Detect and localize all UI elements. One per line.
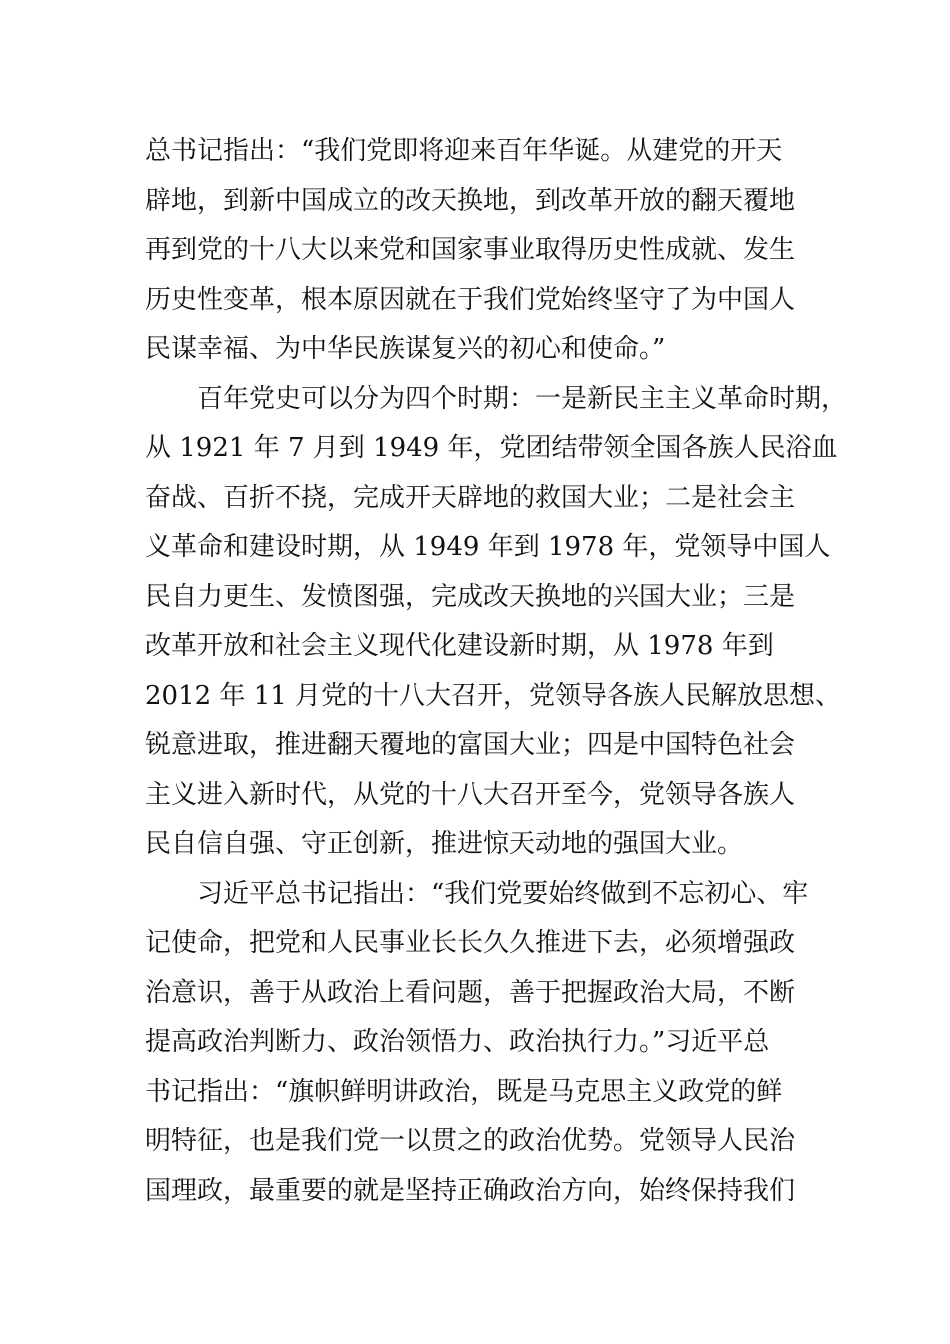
text-line: 历史性变革，根本原因就在于我们党始终坚守了为中国人 xyxy=(145,284,796,315)
text-line: 锐意进取，推进翻天覆地的富国大业；四是中国特色社会 xyxy=(145,730,796,760)
text-line: 民谋幸福、为中华民族谋复兴的初心和使命。” xyxy=(145,334,666,364)
text-line: 再到党的十八大以来党和国家事业取得历史性成就、发生 xyxy=(145,235,796,265)
text-line: 百年党史可以分为四个时期：一是新民主主义革命时期， xyxy=(145,383,848,414)
text-line: 2012 年 11 月党的十八大召开，党领导各族人民解放思想、 xyxy=(145,680,842,711)
text-line: 记使命，把党和人民事业长长久久推进下去，必须增强政 xyxy=(145,928,796,958)
text-line: 书记指出：“旗帜鲜明讲政治，既是马克思主义政党的鲜 xyxy=(145,1076,783,1107)
text-line: 义革命和建设时期，从 1949 年到 1978 年，党领导中国人 xyxy=(145,532,831,562)
text-line: 国理政，最重要的就是坚持正确政治方向，始终保持我们 xyxy=(145,1175,796,1206)
text-line: 民自信自强、守正创新，推进惊天动地的强国大业。 xyxy=(145,829,744,859)
text-line: 治意识，善于从政治上看问题，善于把握政治大局，不断 xyxy=(145,977,796,1008)
body-text xyxy=(145,127,848,1216)
text-line: 提高政治判断力、政治领悟力、政治执行力。”习近平总 xyxy=(145,1027,770,1057)
text-line: 明特征，也是我们党一以贯之的政治优势。党领导人民治 xyxy=(145,1126,796,1156)
text-line: 民自力更生、发愤图强，完成改天换地的兴国大业；三是 xyxy=(145,581,796,612)
text-line: 奋战、百折不挠，完成开天辟地的救国大业；二是社会主 xyxy=(145,482,796,513)
text-line: 改革开放和社会主义现代化建设新时期，从 1978 年到 xyxy=(145,631,774,661)
text-line: 辟地，到新中国成立的改天换地，到改革开放的翻天覆地 xyxy=(145,185,796,216)
text-line: 总书记指出：“我们党即将迎来百年华诞。从建党的开天 xyxy=(145,136,783,166)
text-line: 主义进入新时代，从党的十八大召开至今，党领导各族人 xyxy=(145,779,796,810)
text-line: 习近平总书记指出：“我们党要始终做到不忘初心、牢 xyxy=(145,878,809,909)
text-line: 从 1921 年 7 月到 1949 年，党团结带领全国各族人民浴血 xyxy=(145,433,838,463)
